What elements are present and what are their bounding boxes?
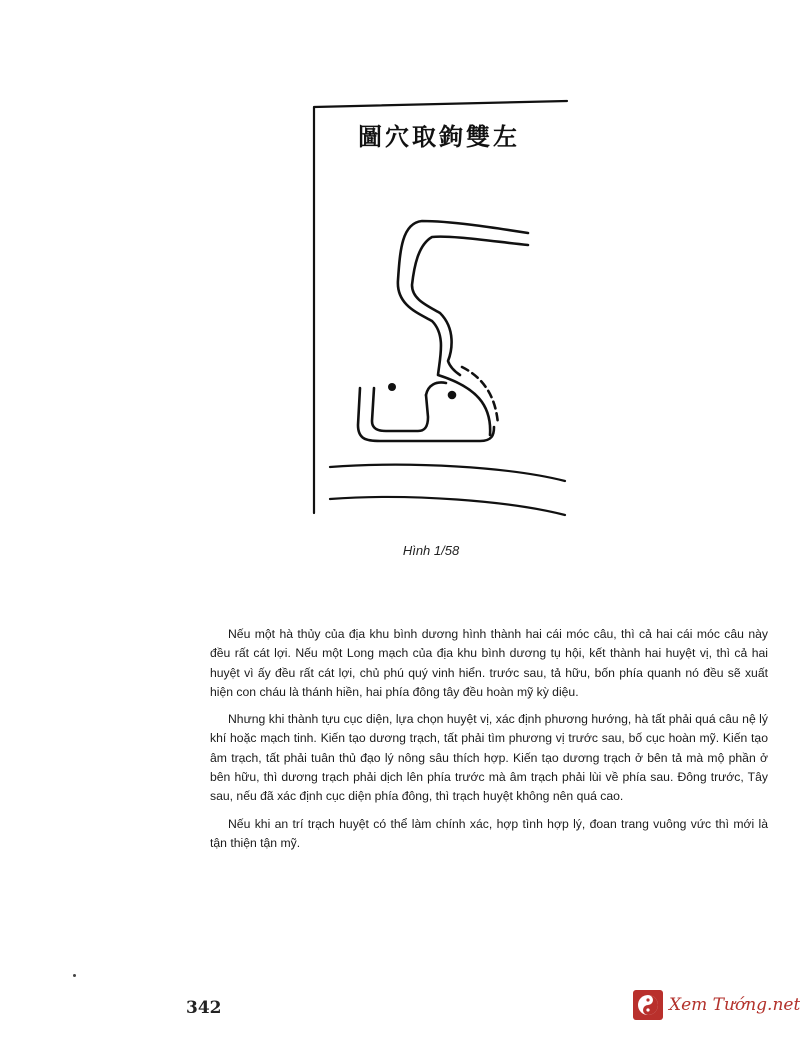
figure-caption: Hình 1/58 — [402, 543, 460, 558]
water-dragon-diagram — [300, 95, 580, 525]
acupoint-left — [388, 383, 396, 391]
figure-title: 圖穴取鉤雙左 — [358, 122, 520, 151]
paragraph: Nếu một hà thủy của địa khu bình dương hình thành hai cái móc câu, thì cả hai cái móc câu này đều rất cát lợi. Nếu một Long mạch của địa khu bình dương tụ hội, kết thành hai huyệt vị, thì cả hai huyệt vì ấy đều rất cát lợi, chủ phú quý vinh hiển. trước sau, tả hữu, bốn phía quanh nó đều sẽ xuất hiện con cháu là thánh hiền, hai phía đông tây đều hoàn mỹ kỳ diệu. — [210, 627, 768, 699]
paragraph: Nếu khi an trí trạch huyệt có thể làm chính xác, hợp tình hợp lý, đoan trang vuông vức thì mới là tận thiện tận mỹ. — [210, 816, 768, 850]
page-number: 342 — [186, 998, 222, 1018]
yin-yang-icon — [633, 990, 663, 1020]
scan-speck — [73, 974, 76, 977]
figure — [300, 95, 580, 525]
watermark — [633, 990, 800, 1024]
paragraph: Nhưng khi thành tựu cục diện, lựa chọn huyệt vị, xác định phương hướng, hà tất phải quá câu nệ lý khí hoặc mạch tinh. Kiến tạo dương trạch, tất phải tìm phương vị trước sau, bố cục hoàn mỹ. Kiến tạo âm trạch, tất phải tuân thủ đạo lý nông sâu thích hợp. Kiến tạo dương trạch ở bên tả mà mộ phần ở bên hữu, thì dương trạch phải dịch lên phía trước mà âm trạch phải lùi về phía sau. Đông trước, Tây sau, nếu đã xác định cục diện phía đông, thì trạch huyệt không nên quá cao. — [210, 712, 768, 804]
body-text — [210, 625, 768, 861]
acupoint-right — [448, 391, 457, 400]
watermark-text: Xem Tướng.net — [669, 995, 800, 1015]
